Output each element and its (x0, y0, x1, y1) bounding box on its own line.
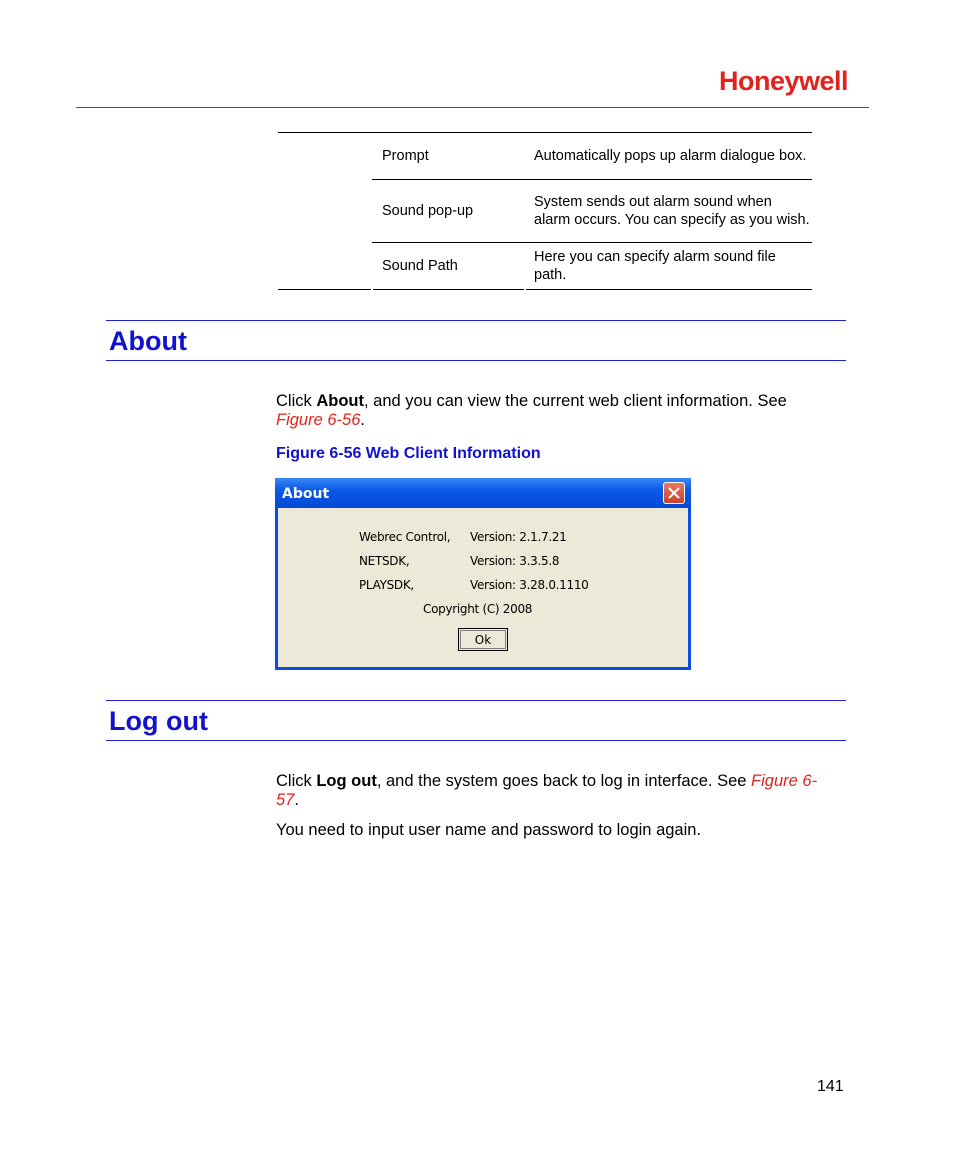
table-cell-desc: System sends out alarm sound when alarm occurs. You can specify as you wish. (534, 194, 810, 228)
table-cell-name: Sound Path (382, 258, 458, 274)
close-button[interactable] (663, 482, 685, 504)
logout-paragraph-2: You need to input user name and password to login again. (276, 821, 702, 839)
table-row (278, 133, 812, 179)
text: Click (276, 772, 317, 790)
component-version: Version: 3.3.5.8 (470, 554, 560, 568)
close-icon (668, 487, 680, 499)
section-rule-top (106, 320, 846, 321)
component-version: Version: 2.1.7.21 (470, 530, 567, 544)
text: , and you can view the current web client information. See (364, 392, 787, 410)
section-rule-bottom (106, 360, 846, 361)
table-cell-name: Sound pop-up (382, 203, 474, 219)
component-name: PLAYSDK, (359, 578, 414, 592)
bold-term: Log out (316, 772, 377, 790)
row-divider (373, 289, 524, 290)
table-cell-name: Prompt (382, 148, 429, 164)
component-version: Version: 3.28.0.1110 (470, 578, 589, 592)
table-row (278, 180, 812, 242)
copyright-text: Copyright (C) 2008 (423, 602, 533, 616)
about-paragraph (276, 392, 836, 430)
dialog-body (278, 508, 688, 667)
section-heading-about: About (109, 326, 187, 356)
dialog-title: About (282, 486, 330, 502)
figure-ref-link[interactable]: Figure 6-57 (276, 772, 818, 809)
row-divider (278, 289, 371, 290)
table-row (278, 243, 812, 289)
ok-button[interactable]: Ok (458, 628, 508, 651)
figure-caption: Figure 6-56 Web Client Information (276, 445, 541, 462)
section-rule-bottom (106, 740, 846, 741)
logout-paragraph (276, 772, 836, 810)
table-cell-desc: Here you can specify alarm sound file path. (534, 249, 776, 283)
section-rule-top (106, 700, 846, 701)
text: , and the system goes back to log in interface. See (376, 772, 752, 790)
text: . (294, 791, 299, 809)
text: Click (276, 392, 317, 410)
row-divider (526, 289, 812, 290)
bold-term: About (316, 392, 364, 410)
dialog-titlebar (275, 478, 691, 508)
figure-ref-link[interactable]: Figure 6-56 (276, 411, 361, 429)
header-divider (76, 107, 869, 108)
text: . (360, 411, 365, 429)
page-number: 141 (817, 1078, 844, 1095)
honeywell-logo: Honeywell (719, 66, 849, 96)
about-dialog (275, 478, 691, 670)
section-heading-logout: Log out (109, 706, 208, 736)
table-cell-desc: Automatically pops up alarm dialogue box. (534, 148, 807, 164)
component-name: NETSDK, (359, 554, 410, 568)
component-name: Webrec Control, (359, 530, 451, 544)
